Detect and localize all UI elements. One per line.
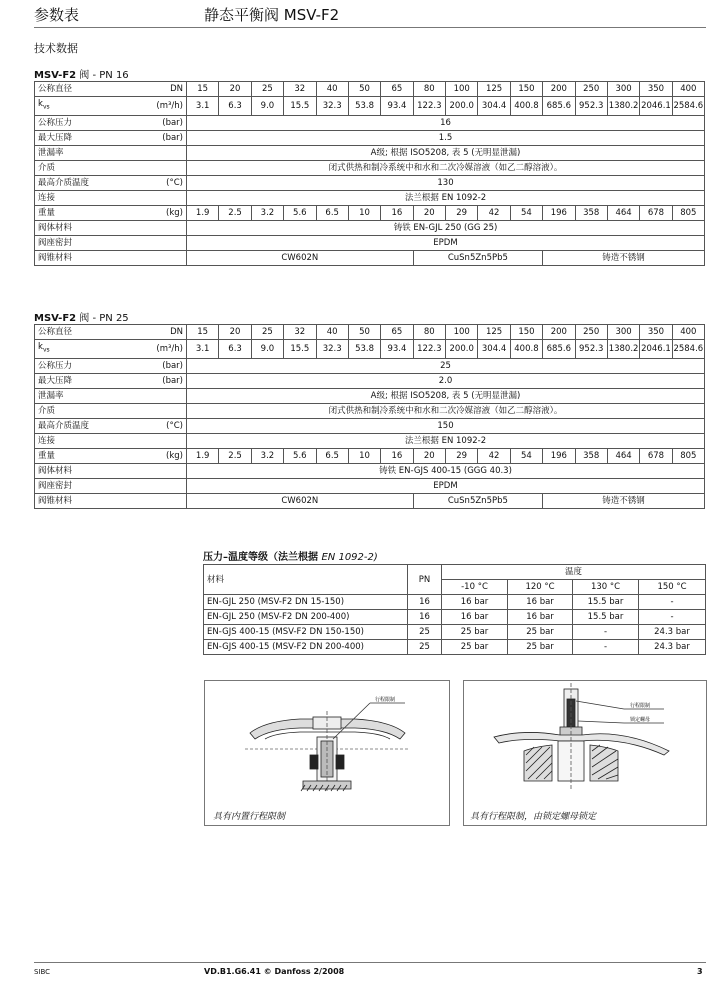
pt-value: - xyxy=(639,595,706,610)
leakage-value: A级; 根据 ISO5208, 表 5 (无明显泄漏) xyxy=(187,388,705,403)
pn25-spec-table xyxy=(34,324,705,509)
weight-value: 29 xyxy=(446,448,478,463)
seat-seal-label: 阀座密封 xyxy=(35,235,147,250)
kvs-value: 9.0 xyxy=(251,97,283,116)
dn-value: 100 xyxy=(446,325,478,340)
dn-value: 300 xyxy=(607,325,639,340)
kvs-value: 6.3 xyxy=(219,97,251,116)
connection-unit xyxy=(147,190,187,205)
weight-value: 5.6 xyxy=(284,448,316,463)
leakage-value: A级; 根据 ISO5208, 表 5 (无明显泄漏) xyxy=(187,145,705,160)
dn-value: 65 xyxy=(381,325,413,340)
connection-value: 法兰根据 EN 1092-2 xyxy=(187,190,705,205)
pt-row xyxy=(204,625,706,640)
dn-value: 20 xyxy=(219,82,251,97)
dn-value: 25 xyxy=(251,325,283,340)
dn-value: 80 xyxy=(413,82,445,97)
weight-unit: (kg) xyxy=(147,448,187,463)
kvs-value: 32.3 xyxy=(316,340,348,359)
weight-value: 54 xyxy=(510,205,542,220)
dn-value: 200 xyxy=(543,325,575,340)
weight-value: 678 xyxy=(640,448,672,463)
leakage-row xyxy=(35,388,705,403)
medium-label: 介质 xyxy=(35,403,147,418)
weight-value: 678 xyxy=(640,205,672,220)
leakage-label: 泄漏率 xyxy=(35,388,147,403)
dn-value: 125 xyxy=(478,82,510,97)
nominal-pressure-row xyxy=(35,115,705,130)
header-product: 静态平衡阀 MSV-F2 xyxy=(204,6,340,24)
pt-value: 16 bar xyxy=(508,610,573,625)
kvs-k: k xyxy=(38,99,43,109)
pt-pn: 16 xyxy=(408,595,442,610)
cone-material-b: CuSn5Zn5Pb5 xyxy=(413,250,543,265)
weight-value: 1.9 xyxy=(187,205,219,220)
body-material-label: 阀体材料 xyxy=(35,220,147,235)
kvs-value: 304.4 xyxy=(478,97,510,116)
cone-material-unit xyxy=(147,250,187,265)
weight-value: 5.6 xyxy=(284,205,316,220)
pt-value: 24.3 bar xyxy=(639,625,706,640)
pt-value: - xyxy=(639,610,706,625)
pt-value: 25 bar xyxy=(442,625,508,640)
seat-seal-row xyxy=(35,235,705,250)
kvs-value: 15.5 xyxy=(284,340,316,359)
dn-value: 15 xyxy=(187,82,219,97)
kvs-value: 53.8 xyxy=(348,340,380,359)
weight-value: 196 xyxy=(543,205,575,220)
body-material-value: 铸铁 EN-GJS 400-15 (GGG 40.3) xyxy=(187,463,705,478)
kvs-k: k xyxy=(38,342,43,352)
leakage-row xyxy=(35,145,705,160)
header-divider xyxy=(34,27,706,28)
kvs-value: 15.5 xyxy=(284,97,316,116)
weight-value: 16 xyxy=(381,205,413,220)
pt-value: 16 bar xyxy=(508,595,573,610)
kvs-value: 93.4 xyxy=(381,340,413,359)
pt-value: - xyxy=(573,625,639,640)
nominal-diameter-row xyxy=(35,82,705,97)
cone-material-b: CuSn5Zn5Pb5 xyxy=(413,493,543,508)
dn-value: 20 xyxy=(219,325,251,340)
dn-value: 80 xyxy=(413,325,445,340)
dn-value: 150 xyxy=(510,82,542,97)
cone-material-a: CW602N xyxy=(187,493,414,508)
dn-value: 40 xyxy=(316,325,348,340)
body-material-row xyxy=(35,220,705,235)
medium-row xyxy=(35,160,705,175)
kvs-value: 9.0 xyxy=(251,340,283,359)
kvs-row xyxy=(35,340,705,359)
pt-row xyxy=(204,640,706,655)
nominal-pressure-unit: (bar) xyxy=(147,115,187,130)
body-material-unit xyxy=(147,220,187,235)
dn-value: 250 xyxy=(575,82,607,97)
kvs-value: 32.3 xyxy=(316,97,348,116)
max-pressure-drop-unit: (bar) xyxy=(147,130,187,145)
nominal-pressure-label: 公称压力 xyxy=(35,115,147,130)
seat-seal-label: 阀座密封 xyxy=(35,478,147,493)
weight-unit: (kg) xyxy=(147,205,187,220)
pt-title-text: 压力–温度等级（法兰根据 xyxy=(203,552,322,563)
pt-value: 25 bar xyxy=(508,625,573,640)
dn-value: 65 xyxy=(381,82,413,97)
pt-temp-col: -10 °C xyxy=(442,580,508,595)
weight-value: 358 xyxy=(575,448,607,463)
max-temp-unit: (°C) xyxy=(147,175,187,190)
max-pressure-drop-row xyxy=(35,130,705,145)
footer-left: SIBC xyxy=(34,968,51,976)
nominal-diameter-unit: DN xyxy=(147,325,187,340)
pt-value: 25 bar xyxy=(508,640,573,655)
kvs-label xyxy=(35,340,147,359)
fig2-travel-limit-label: 行程限制 xyxy=(630,703,651,709)
kvs-value: 6.3 xyxy=(219,340,251,359)
dn-value: 300 xyxy=(607,82,639,97)
figure-internal-limit xyxy=(204,680,450,826)
dn-value: 250 xyxy=(575,325,607,340)
medium-row xyxy=(35,403,705,418)
max-temp-unit: (°C) xyxy=(147,418,187,433)
pt-material: EN-GJL 250 (MSV-F2 DN 200-400) xyxy=(204,610,408,625)
weight-value: 358 xyxy=(575,205,607,220)
kvs-subscript: vs xyxy=(42,103,50,111)
weight-value: 54 xyxy=(510,448,542,463)
pt-row xyxy=(204,610,706,625)
medium-unit xyxy=(147,160,187,175)
nominal-pressure-label: 公称压力 xyxy=(35,358,147,373)
max-pressure-drop-row xyxy=(35,373,705,388)
pt-temp-col: 130 °C xyxy=(573,580,639,595)
kvs-value: 400.8 xyxy=(510,97,542,116)
connection-row xyxy=(35,190,705,205)
weight-value: 3.2 xyxy=(251,448,283,463)
kvs-value: 3.1 xyxy=(187,340,219,359)
kvs-subscript: vs xyxy=(42,346,50,354)
weight-value: 20 xyxy=(413,448,445,463)
footer-doc-id: VD.B1.G6.41 © Danfoss 2/2008 xyxy=(204,967,345,976)
weight-value: 20 xyxy=(413,205,445,220)
kvs-label xyxy=(35,97,147,116)
weight-row xyxy=(35,448,705,463)
max-pressure-drop-label: 最大压降 xyxy=(35,130,147,145)
max-temp-value: 130 xyxy=(187,175,705,190)
seat-seal-row xyxy=(35,478,705,493)
max-pressure-drop-value: 2.0 xyxy=(187,373,705,388)
weight-row xyxy=(35,205,705,220)
leakage-label: 泄漏率 xyxy=(35,145,147,160)
nominal-diameter-label: 公称直径 xyxy=(35,82,147,97)
dn-value: 32 xyxy=(284,82,316,97)
pn16-table-title xyxy=(34,66,129,81)
pt-pn: 25 xyxy=(408,625,442,640)
seat-seal-value: EPDM xyxy=(187,235,705,250)
fig2-locknut-label: 锁定螺母 xyxy=(630,717,651,723)
cone-material-unit xyxy=(147,493,187,508)
kvs-value: 952.3 xyxy=(575,340,607,359)
leakage-unit xyxy=(147,388,187,403)
seat-seal-unit xyxy=(147,235,187,250)
dn-value: 125 xyxy=(478,325,510,340)
cone-material-label: 阀锥材料 xyxy=(35,493,147,508)
dn-value: 32 xyxy=(284,325,316,340)
kvs-value: 304.4 xyxy=(478,340,510,359)
kvs-value: 1380.2 xyxy=(607,97,639,116)
kvs-value: 3.1 xyxy=(187,97,219,116)
weight-value: 42 xyxy=(478,448,510,463)
kvs-value: 685.6 xyxy=(543,97,575,116)
kvs-value: 2584.6 xyxy=(672,340,704,359)
kvs-value: 53.8 xyxy=(348,97,380,116)
max-pressure-drop-value: 1.5 xyxy=(187,130,705,145)
nominal-diameter-row xyxy=(35,325,705,340)
connection-unit xyxy=(147,433,187,448)
page-number: 3 xyxy=(697,967,703,976)
weight-value: 6.5 xyxy=(316,448,348,463)
pt-title-italic: EN 1092-2) xyxy=(321,552,378,563)
footer-divider xyxy=(34,962,706,963)
nominal-pressure-row xyxy=(35,358,705,373)
medium-unit xyxy=(147,403,187,418)
kvs-value: 1380.2 xyxy=(607,340,639,359)
weight-value: 16 xyxy=(381,448,413,463)
connection-label: 连接 xyxy=(35,433,147,448)
pn25-title-bold: MSV-F2 xyxy=(34,313,77,324)
weight-label: 重量 xyxy=(35,448,147,463)
nominal-diameter-label: 公称直径 xyxy=(35,325,147,340)
max-temp-label: 最高介质温度 xyxy=(35,418,147,433)
nominal-pressure-value: 25 xyxy=(187,358,705,373)
pt-pn: 16 xyxy=(408,610,442,625)
cone-material-row xyxy=(35,493,705,508)
cone-material-row xyxy=(35,250,705,265)
pt-row xyxy=(204,595,706,610)
dn-value: 150 xyxy=(510,325,542,340)
seat-seal-unit xyxy=(147,478,187,493)
kvs-value: 952.3 xyxy=(575,97,607,116)
pt-value: 25 bar xyxy=(442,640,508,655)
pn16-spec-table xyxy=(34,81,705,266)
max-temp-row xyxy=(35,418,705,433)
body-material-row xyxy=(35,463,705,478)
kvs-value: 200.0 xyxy=(446,97,478,116)
weight-value: 805 xyxy=(672,205,704,220)
dn-value: 400 xyxy=(672,82,704,97)
connection-row xyxy=(35,433,705,448)
fig1-caption: 具有内置行程限制 xyxy=(213,812,286,822)
header-section: 参数表 xyxy=(34,6,80,24)
medium-label: 介质 xyxy=(35,160,147,175)
kvs-value: 122.3 xyxy=(413,340,445,359)
kvs-value: 685.6 xyxy=(543,340,575,359)
pt-value: 16 bar xyxy=(442,595,508,610)
pt-header-pn: PN xyxy=(408,565,442,595)
section-title: 技术数据 xyxy=(34,42,78,55)
pn25-table-title xyxy=(34,309,129,324)
dn-value: 50 xyxy=(348,325,380,340)
dn-value: 25 xyxy=(251,82,283,97)
connection-label: 连接 xyxy=(35,190,147,205)
kvs-value: 122.3 xyxy=(413,97,445,116)
weight-value: 805 xyxy=(672,448,704,463)
weight-value: 3.2 xyxy=(251,205,283,220)
medium-value: 闭式供热和制冷系统中和水和二次冷媒溶液（如乙二醇溶液）。 xyxy=(187,403,705,418)
kvs-value: 2046.1 xyxy=(640,97,672,116)
connection-value: 法兰根据 EN 1092-2 xyxy=(187,433,705,448)
cone-material-c: 铸造不锈钢 xyxy=(543,250,705,265)
cone-material-a: CW602N xyxy=(187,250,414,265)
max-pressure-drop-unit: (bar) xyxy=(147,373,187,388)
kvs-unit: (m³/h) xyxy=(147,340,187,359)
figure-locknut-limit xyxy=(463,680,707,826)
pn16-title-rest: 阀 - PN 16 xyxy=(76,70,129,81)
dn-value: 200 xyxy=(543,82,575,97)
fig1-travel-limit-label: 行程限制 xyxy=(375,697,396,703)
kvs-row xyxy=(35,97,705,116)
pt-value: 24.3 bar xyxy=(639,640,706,655)
dn-value: 15 xyxy=(187,325,219,340)
valve-handwheel-drawing-2 xyxy=(464,681,706,805)
dn-value: 400 xyxy=(672,325,704,340)
weight-value: 42 xyxy=(478,205,510,220)
weight-value: 464 xyxy=(607,448,639,463)
weight-value: 2.5 xyxy=(219,448,251,463)
pressure-temperature-table xyxy=(203,564,706,655)
kvs-value: 400.8 xyxy=(510,340,542,359)
pt-material: EN-GJS 400-15 (MSV-F2 DN 150-150) xyxy=(204,625,408,640)
kvs-unit: (m³/h) xyxy=(147,97,187,116)
cone-material-label: 阀锥材料 xyxy=(35,250,147,265)
dn-value: 50 xyxy=(348,82,380,97)
pt-value: 15.5 bar xyxy=(573,610,639,625)
weight-value: 10 xyxy=(348,448,380,463)
weight-value: 6.5 xyxy=(316,205,348,220)
pt-temp-col: 150 °C xyxy=(639,580,706,595)
valve-handwheel-drawing-1 xyxy=(205,681,449,805)
dn-value: 350 xyxy=(640,325,672,340)
kvs-value: 2584.6 xyxy=(672,97,704,116)
kvs-value: 200.0 xyxy=(446,340,478,359)
weight-value: 1.9 xyxy=(187,448,219,463)
body-material-unit xyxy=(147,463,187,478)
max-temp-value: 150 xyxy=(187,418,705,433)
weight-value: 2.5 xyxy=(219,205,251,220)
pt-pn: 25 xyxy=(408,640,442,655)
dn-value: 350 xyxy=(640,82,672,97)
body-material-value: 铸铁 EN-GJL 250 (GG 25) xyxy=(187,220,705,235)
pt-temp-col: 120 °C xyxy=(508,580,573,595)
pt-material: EN-GJS 400-15 (MSV-F2 DN 200-400) xyxy=(204,640,408,655)
pn25-title-rest: 阀 - PN 25 xyxy=(76,313,129,324)
kvs-value: 2046.1 xyxy=(640,340,672,359)
weight-label: 重量 xyxy=(35,205,147,220)
body-material-label: 阀体材料 xyxy=(35,463,147,478)
seat-seal-value: EPDM xyxy=(187,478,705,493)
fig2-caption: 具有行程限制，由锁定螺母锁定 xyxy=(470,812,597,822)
cone-material-c: 铸造不锈钢 xyxy=(543,493,705,508)
weight-value: 10 xyxy=(348,205,380,220)
kvs-value: 93.4 xyxy=(381,97,413,116)
medium-value: 闭式供热和制冷系统中和水和二次冷媒溶液（如乙二醇溶液）。 xyxy=(187,160,705,175)
weight-value: 196 xyxy=(543,448,575,463)
pt-value: 16 bar xyxy=(442,610,508,625)
pt-material: EN-GJL 250 (MSV-F2 DN 15-150) xyxy=(204,595,408,610)
max-pressure-drop-label: 最大压降 xyxy=(35,373,147,388)
nominal-pressure-unit: (bar) xyxy=(147,358,187,373)
pt-header-material: 材料 xyxy=(204,565,408,595)
pt-table-title xyxy=(203,548,378,563)
weight-value: 29 xyxy=(446,205,478,220)
pt-value: - xyxy=(573,640,639,655)
leakage-unit xyxy=(147,145,187,160)
max-temp-row xyxy=(35,175,705,190)
dn-value: 100 xyxy=(446,82,478,97)
pt-header-temp: 温度 xyxy=(442,565,706,580)
pt-value: 15.5 bar xyxy=(573,595,639,610)
weight-value: 464 xyxy=(607,205,639,220)
pn16-title-bold: MSV-F2 xyxy=(34,70,77,81)
max-temp-label: 最高介质温度 xyxy=(35,175,147,190)
nominal-pressure-value: 16 xyxy=(187,115,705,130)
dn-value: 40 xyxy=(316,82,348,97)
nominal-diameter-unit: DN xyxy=(147,82,187,97)
